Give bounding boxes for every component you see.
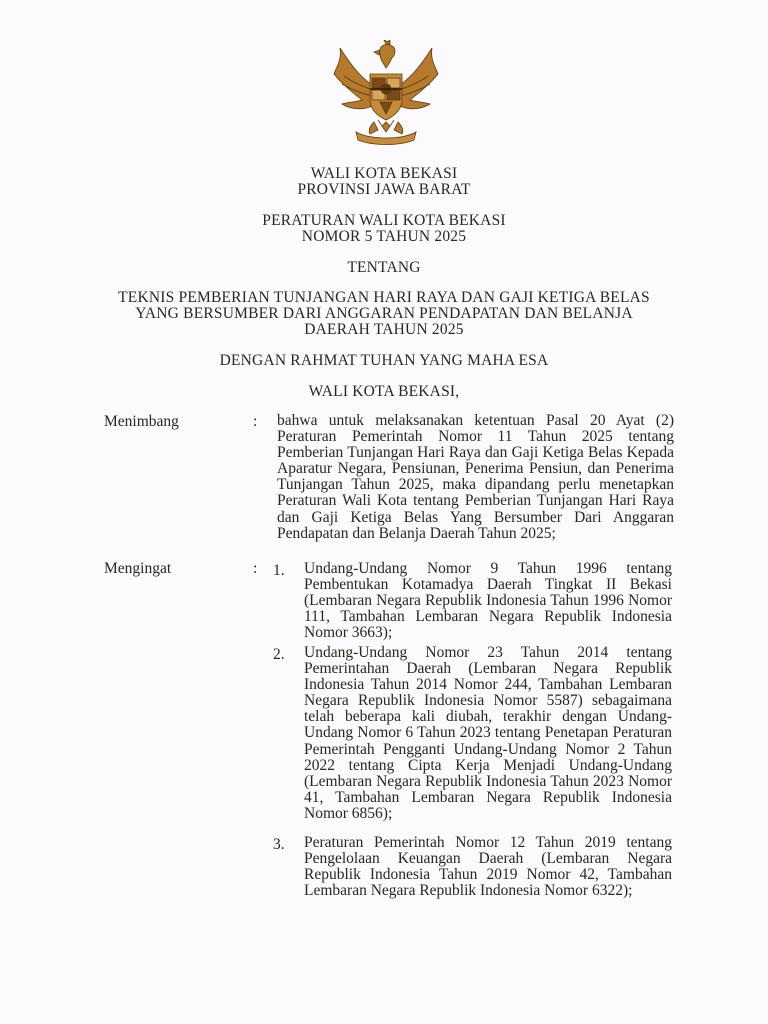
official-title: WALI KOTA BEKASI [310,165,458,182]
issuer-line: WALI KOTA BEKASI, [308,383,460,400]
regulation-number: NOMOR 5 TAHUN 2025 [301,228,467,245]
menimbang-label: Menimbang [104,413,179,430]
regulation-title: PERATURAN WALI KOTA BEKASI [262,212,506,229]
mengingat-item-1-text: Undang-Undang Nomor 9 Tahun 1996 tentang Pembentukan Kotamadya Daerah Tingkat II Bekasi (Lembaran Negara Republik Indonesia Tahun 1996 Nomor 111, Tambahan Lembaran Negara Republik Indonesia Nomor 3663); [304,560,672,642]
mengingat-item-3-text: Peraturan Pemerintah Nomor 12 Tahun 2019 tentang Pengelolaan Keuangan Daerah (Lembaran Negara Republik Indonesia Tahun 2019 Nomor 42, Tambahan Lembaran Negara Republik Indonesia Nomor 6322); [304,834,672,900]
menimbang-text: bahwa untuk melaksanakan ketentuan Pasal 20 Ayat (2) Peraturan Pemerintah Nomor 11 Tahun 2025 tentang Pemberian Tunjangan Hari Raya dan Gaji Ketiga Belas Kepada Aparatur Negara, Pensiunan, Penerima Pensiun, dan Penerima Tunjangan Tahun 2025, maka dipandang perlu menetapkan Peraturan Wali Kota tentang Pemberian Tunjangan Hari Raya dan Gaji Ketiga Belas Yang Bersumber Dari Anggaran Pendapatan dan Belanja Daerah Tahun 2025; [277,412,674,542]
mengingat-item-1-number: 1. [273,562,285,579]
about-heading: TENTANG [347,259,421,276]
mengingat-item-2-text: Undang-Undang Nomor 23 Tahun 2014 tentang Pemerintahan Daerah (Lembaran Negara Republik Indonesia Tahun 2014 Nomor 244, Tambahan Lembaran Negara Republik Indonesia Nomor 5587) sebagaimana telah beberapa kali diubah, terakhir dengan Undang-Undang Nomor 6 Tahun 2023 tentang Penetapan Peraturan Pemerintah Pengganti Undang-Undang Nomor 2 Tahun 2022 tentang Cipta Kerja Menjadi Undang-Undang (Lembaran Negara Republik Indonesia Tahun 2023 Nomor 41, Tambahan Lembaran Negara Republik Indonesia Nomor 6856); [304,644,672,822]
subject-line-2: YANG BERSUMBER DARI ANGGARAN PENDAPATAN DAN BELANJA [135,305,633,322]
garuda-emblem-icon [330,40,442,146]
blessing-line: DENGAN RAHMAT TUHAN YANG MAHA ESA [219,352,549,369]
mengingat-item-2-number: 2. [273,646,285,663]
menimbang-colon: : [253,413,258,430]
mengingat-item-3-number: 3. [273,836,285,853]
subject-line-3: DAERAH TAHUN 2025 [304,321,464,338]
province-title: PROVINSI JAWA BARAT [297,181,471,198]
mengingat-colon: : [253,560,258,577]
mengingat-label: Mengingat [104,560,172,577]
subject-line-1: TEKNIS PEMBERIAN TUNJANGAN HARI RAYA DAN GAJI KETIGA BELAS [118,289,650,306]
